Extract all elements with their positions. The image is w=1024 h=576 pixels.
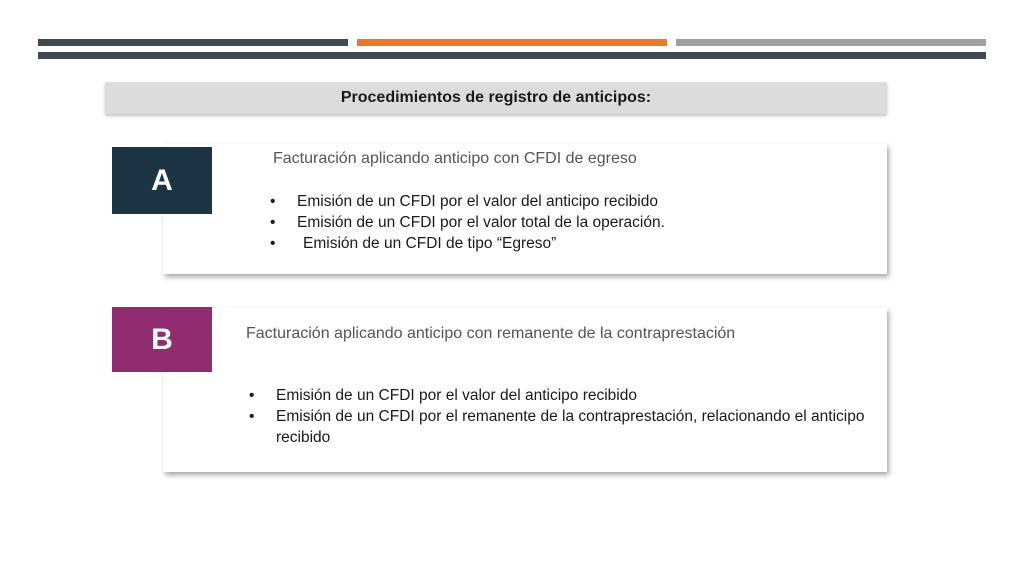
slide-title: Procedimientos de registro de anticipos: (340, 89, 652, 106)
top-divider-bar (38, 52, 986, 59)
top-accent-bar-orange (357, 39, 667, 46)
bullet-item: • Emisión de un CFDI por el remanente de la contraprestación, relacionando el anticipo recibido (246, 406, 876, 448)
section-heading-a: Facturación aplicando anticipo con CFDI de egreso (273, 150, 637, 167)
section-bullets-b (246, 385, 876, 448)
bullet-item: • Emisión de un CFDI de tipo “Egreso” (267, 233, 665, 254)
title-banner (105, 82, 887, 114)
section-bullets-a (267, 191, 665, 254)
section-heading-b: Facturación aplicando anticipo con remanente de la contraprestación (246, 325, 736, 342)
bullet-item: • Emisión de un CFDI por el valor total de la operación. (267, 212, 665, 233)
bullet-item: • Emisión de un CFDI por el valor del anticipo recibido (267, 191, 665, 212)
section-badge-a (112, 147, 212, 214)
badge-letter: A (151, 163, 173, 197)
top-accent-bar-gray (676, 39, 986, 46)
bullet-item: • Emisión de un CFDI por el valor del anticipo recibido (246, 385, 876, 406)
top-accent-bar-dark (38, 39, 348, 46)
badge-letter: B (151, 322, 173, 356)
section-badge-b (112, 307, 212, 372)
